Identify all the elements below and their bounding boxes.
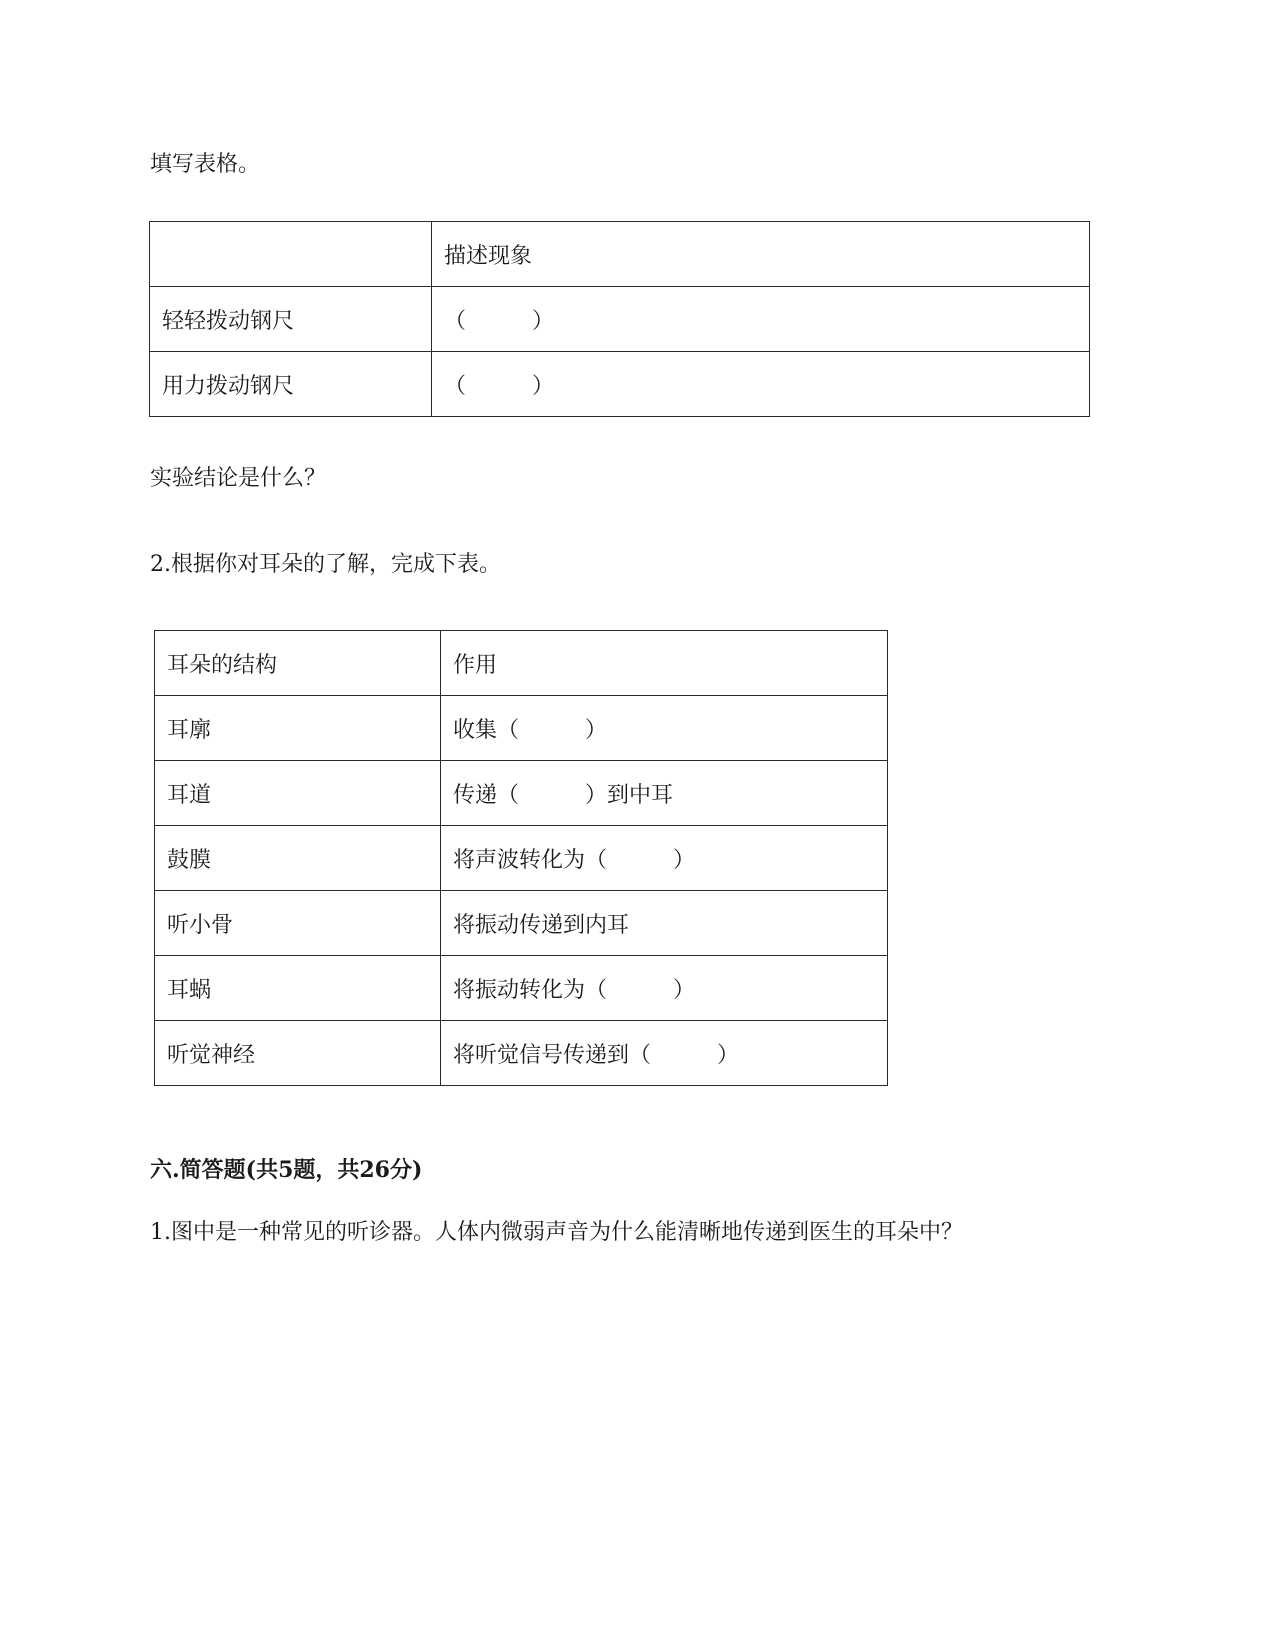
table-cell: 听觉神经 xyxy=(155,1021,441,1086)
table-cell: 听小骨 xyxy=(155,891,441,956)
table-cell: （ ） xyxy=(432,352,1090,417)
table-cell: 将振动转化为（ ） xyxy=(441,956,888,1021)
table-cell: 收集（ ） xyxy=(441,696,888,761)
intro-text: 填写表格。 xyxy=(150,152,261,177)
table-row xyxy=(150,287,1090,352)
table-cell: 用力拨动钢尺 xyxy=(150,352,432,417)
table-row xyxy=(155,826,888,891)
table-row xyxy=(155,696,888,761)
question-2: 2.根据你对耳朵的了解，完成下表。 xyxy=(150,552,501,577)
table-row xyxy=(155,761,888,826)
table-cell: 将听觉信号传递到（ ） xyxy=(441,1021,888,1086)
phenomenon-table xyxy=(149,221,1090,417)
table-header-row xyxy=(150,222,1090,287)
table-cell: 耳道 xyxy=(155,761,441,826)
table-cell: （ ） xyxy=(432,287,1090,352)
table-cell: 耳蜗 xyxy=(155,956,441,1021)
section-6-title: 六.简答题(共5题，共26分) xyxy=(150,1157,423,1183)
table-cell xyxy=(150,222,432,287)
table-cell: 传递（ ）到中耳 xyxy=(441,761,888,826)
table-cell: 耳廓 xyxy=(155,696,441,761)
table-cell: 鼓膜 xyxy=(155,826,441,891)
ear-structure-table xyxy=(154,630,888,1086)
table-row xyxy=(155,1021,888,1086)
table-cell: 描述现象 xyxy=(432,222,1090,287)
conclusion-question: 实验结论是什么？ xyxy=(150,466,327,491)
table-row xyxy=(155,956,888,1021)
table-cell: 轻轻拨动钢尺 xyxy=(150,287,432,352)
table-cell: 耳朵的结构 xyxy=(155,631,441,696)
table-header-row xyxy=(155,631,888,696)
table-cell: 将声波转化为（ ） xyxy=(441,826,888,891)
table-cell: 将振动传递到内耳 xyxy=(441,891,888,956)
section-6-question-1: 1.图中是一种常见的听诊器。人体内微弱声音为什么能清晰地传递到医生的耳朵中？ xyxy=(150,1220,963,1245)
table-cell: 作用 xyxy=(441,631,888,696)
table-row xyxy=(150,352,1090,417)
table-row xyxy=(155,891,888,956)
